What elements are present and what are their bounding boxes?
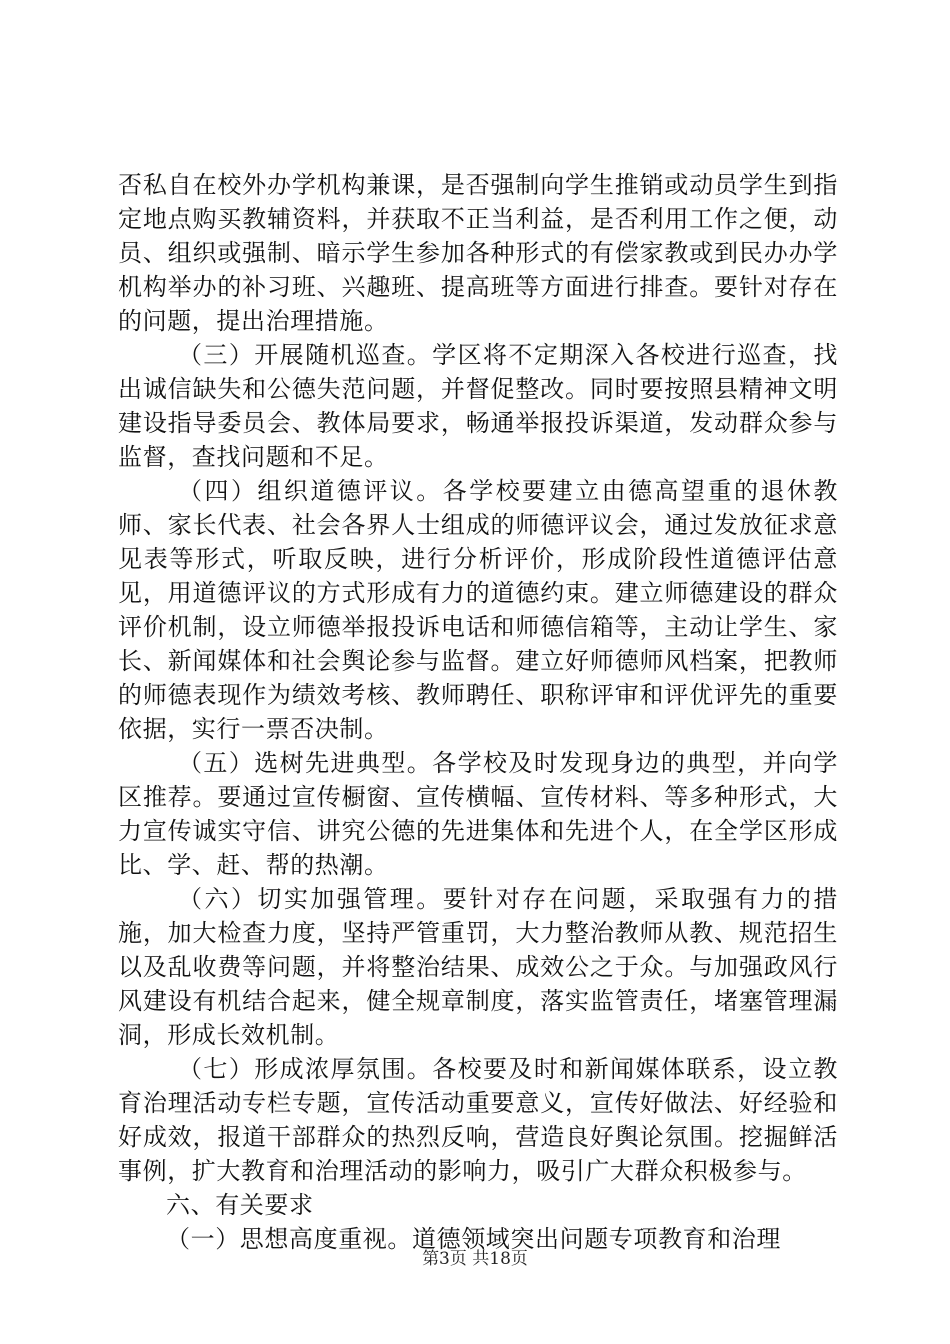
document-body: [118, 168, 838, 1256]
paragraph-section-3: （三）开展随机巡查。学区将不定期深入各校进行巡查，找出诚信缺失和公德失范问题，并督促整改。同时要按照县精神文明建设指导委员会、教体局要求，畅通举报投诉渠道，发动群众参与监督，查找问题和不足。: [118, 341, 838, 471]
paragraph-section-5: （五）选树先进典型。各学校及时发现身边的典型，并向学区推荐。要通过宣传橱窗、宣传横幅、宣传材料、等多种形式，大力宣传诚实守信、讲究公德的先进集体和先进个人，在全学区形成比、学、赶、帮的热潮。: [118, 749, 838, 879]
page-number-footer: 第3页 共18页: [422, 1249, 528, 1269]
paragraph-continuation: 否私自在校外办学机构兼课，是否强制向学生推销或动员学生到指定地点购买教辅资料，并获取不正当利益，是否利用工作之便，动员、组织或强制、暗示学生参加各种形式的有偿家教或到民办办学机构举办的补习班、兴趣班、提高班等方面进行排查。要针对存在的问题，提出治理措施。: [118, 171, 838, 335]
paragraph-section-6: （六）切实加强管理。要针对存在问题，采取强有力的措施，加大检查力度，坚持严管重罚，大力整治教师从教、规范招生以及乱收费等问题，并将整治结果、成效公之于众。与加强政风行风建设有机结合起来，健全规章制度，落实监管责任，堵塞管理漏洞，形成长效机制。: [118, 885, 838, 1049]
paragraph-section-7: （七）形成浓厚氛围。各校要及时和新闻媒体联系，设立教育治理活动专栏专题，宣传活动重要意义，宣传好做法、好经验和好成效，报道干部群众的热烈反响，营造良好舆论氛围。挖掘鲜活事例，扩大教育和治理活动的影响力，吸引广大群众积极参与。: [118, 1055, 838, 1185]
section-heading-requirements: 六、有关要求: [166, 1191, 314, 1219]
paragraph-section-4: （四）组织道德评议。各学校要建立由德高望重的退休教师、家长代表、社会各界人士组成的师德评议会，通过发放征求意见表等形式，听取反映，进行分析评价，形成阶段性道德评估意见，用道德评议的方式形成有力的道德约束。建立师德建设的群众评价机制，设立师德举报投诉电话和师德信箱等，主动让学生、家长、新闻媒体和社会舆论参与监督。建立好师德师风档案，把教师的师德表现作为绩效考核、教师聘任、职称评审和评优评先的重要依据，实行一票否决制。: [118, 477, 838, 743]
paragraph-requirement-1: （一）思想高度重视。道德领域突出问题专项教育和治理: [166, 1225, 781, 1253]
